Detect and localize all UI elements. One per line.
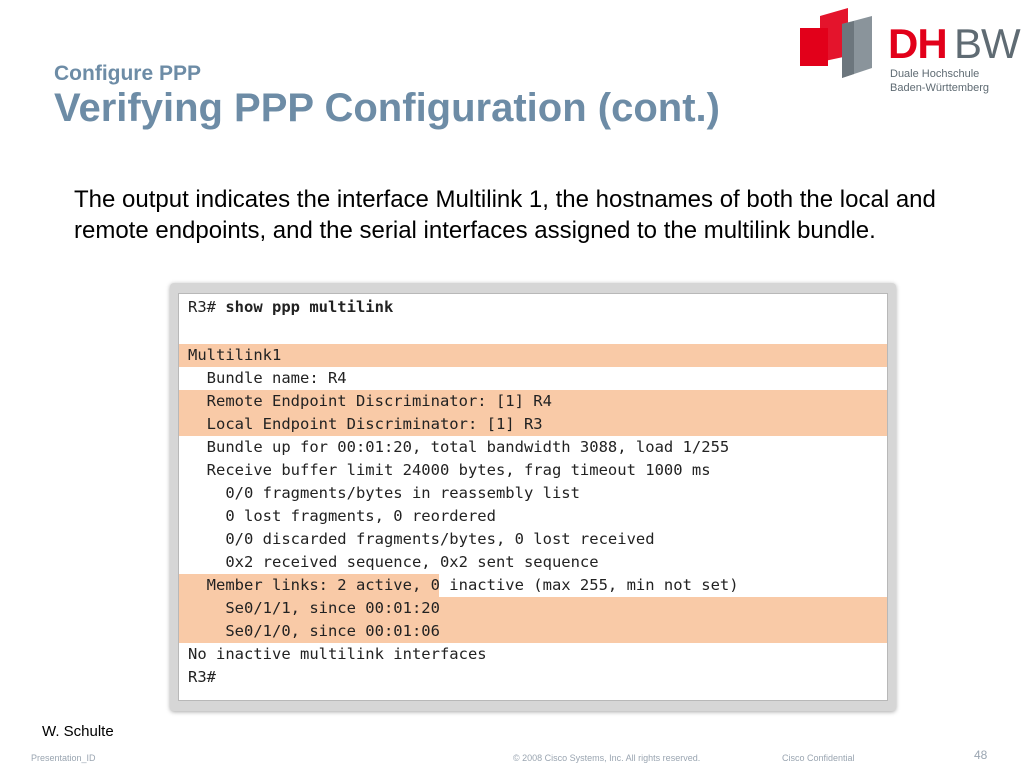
terminal-prompt: R3# [188,298,226,316]
terminal-line: 0/0 discarded fragments/bytes, 0 lost received [188,530,655,548]
page-title: Verifying PPP Configuration (cont.) [54,86,720,130]
terminal-line: 0 lost fragments, 0 reordered [188,507,496,525]
logo-line-1: Duale Hochschule [890,68,980,80]
subtitle: Configure PPP [54,62,202,85]
logo-bw-text: BW [954,20,1020,67]
logo-dh-text: DH [888,20,947,67]
dhbw-logo-mark-icon [798,6,876,84]
terminal-line: Bundle up for 00:01:20, total bandwidth 3088, load 1/255 [188,438,730,456]
terminal-line: Receive buffer limit 24000 bytes, frag timeout 1000 ms [188,461,711,479]
terminal-line: Local Endpoint Discriminator: [1] R3 [179,413,887,436]
terminal-line: Se0/1/1, since 00:01:20 [179,597,887,620]
page-number: 48 [974,748,988,762]
author: W. Schulte [42,723,114,740]
terminal-line: Member links: 2 active, 0 inactive (max 255, min not set) [188,576,739,594]
terminal-line: Remote Endpoint Discriminator: [1] R4 [179,390,887,413]
footer-presentation-id: Presentation_ID [31,753,96,763]
terminal-line: R3# [188,668,216,686]
terminal-line: Se0/1/0, since 00:01:06 [179,620,887,643]
terminal-line: 0x2 received sequence, 0x2 sent sequence [188,553,599,571]
logo-line-2: Baden-Württemberg [890,82,990,94]
terminal-frame [170,283,896,711]
terminal-command-line [179,296,887,319]
terminal-line: 0/0 fragments/bytes in reassembly list [188,484,580,502]
terminal-line: Bundle name: R4 [188,369,347,387]
dhbw-logo [798,6,1018,98]
footer-copyright: © 2008 Cisco Systems, Inc. All rights reserved. [513,753,701,763]
terminal-line: No inactive multilink interfaces [188,645,487,663]
terminal-command: show ppp multilink [225,298,394,316]
footer-confidential: Cisco Confidential [782,753,855,763]
terminal-line: Multilink1 [179,344,887,367]
body-paragraph: The output indicates the interface Multilink 1, the hostnames of both the local and remote endpoints, and the serial interfaces assigned to the multilink bundle. [74,186,936,244]
terminal-output [178,293,888,701]
